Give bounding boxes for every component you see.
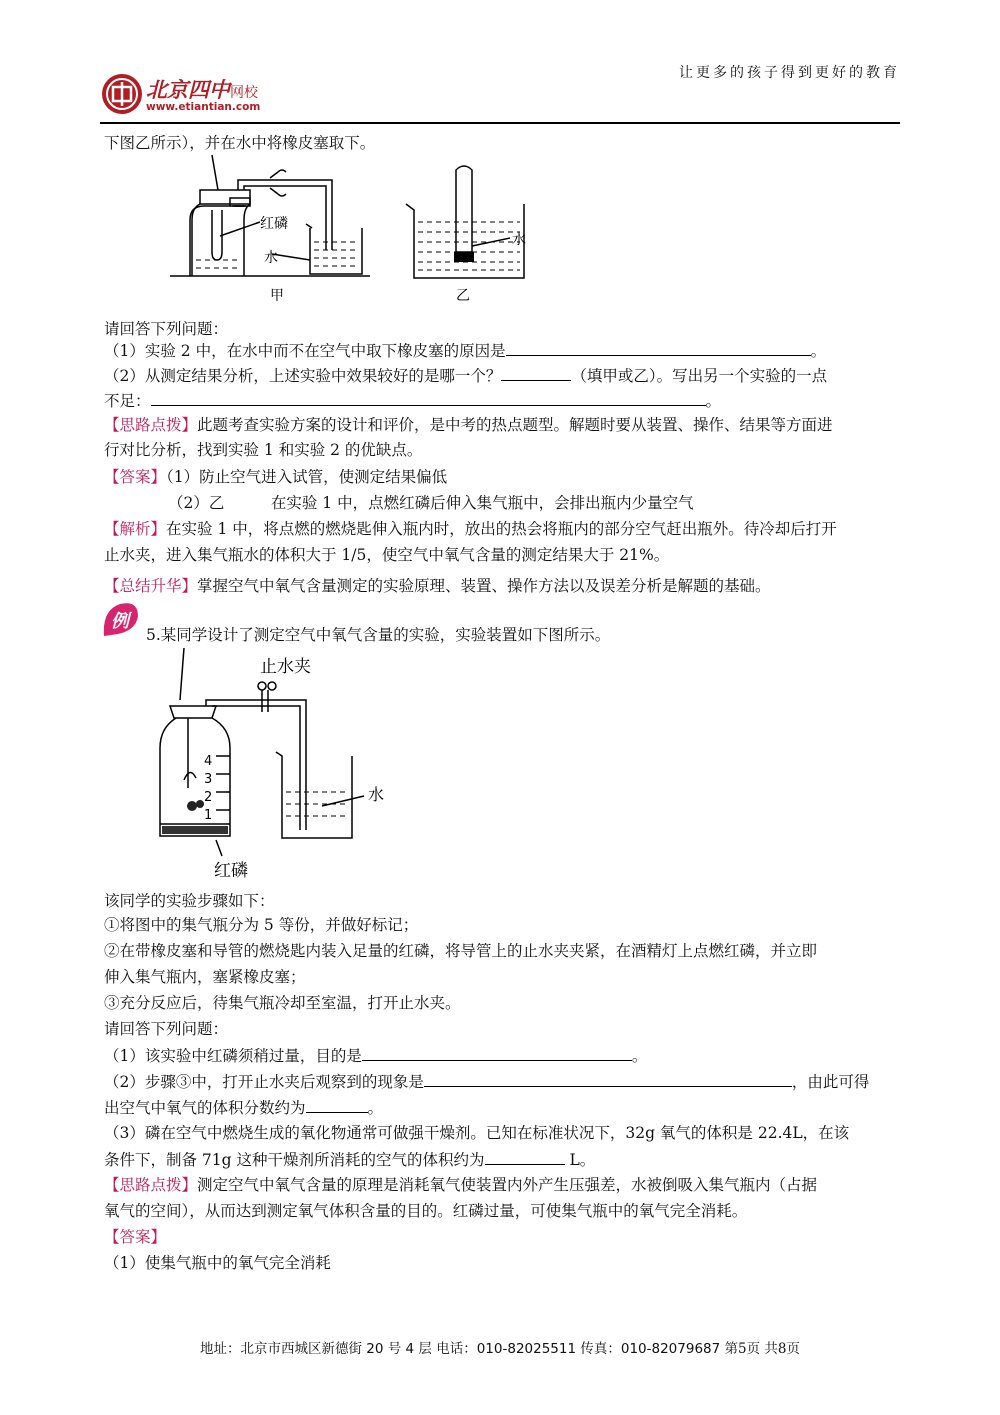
- question-line: （2）从测定结果分析，上述实验中效果较好的是哪一个？ （填甲或乙）。写出另一个实验的一点: [104, 364, 827, 387]
- hint-line: 【思路点拨】此题考查实验方案的设计和评价，是中考的热点题型。解题时要从装置、操作、结果等方面进: [104, 416, 833, 434]
- example-badge-icon: [100, 600, 142, 640]
- answer-line: （1）使集气瓶中的氧气完全消耗: [104, 1254, 331, 1272]
- answer-heading: 【答案】: [104, 1228, 167, 1246]
- header-rule: [100, 122, 900, 124]
- logo: [100, 72, 290, 118]
- scale-mark: 4: [204, 754, 213, 769]
- label-red-phosphorus: 红磷: [214, 861, 248, 881]
- answer-line: （2）乙 在实验 1 中，点燃红磷后伸入集气瓶中，会排出瓶内少量空气: [168, 494, 694, 512]
- figure-apparatus-2: [150, 648, 410, 883]
- answer-blank[interactable]: [506, 339, 811, 356]
- question-line: （2）步骤③中，打开止水夹后观察到的现象是 ，由此可得: [104, 1070, 869, 1093]
- school-seal-icon: [100, 72, 144, 116]
- question-line: 不足： 。: [104, 389, 721, 412]
- hint-line: 氧气的空间），从而达到测定氧气体积含量的目的。红磷过量，可使集气瓶中的氧气完全消耗。: [104, 1202, 748, 1220]
- question-line: （3）磷在空气中燃烧生成的氧化物通常可做强干燥剂。已知在标准状况下，32g 氧气的体积是 22.4L，在该: [104, 1124, 850, 1142]
- hint-line: 【思路点拨】测定空气中氧气含量的原理是消耗氧气使装置内外产生压强差，水被倒吸入集气瓶内（占据: [104, 1176, 818, 1194]
- answer-line: 【答案】（1）防止空气进入试管，使测定结果偏低: [104, 468, 448, 486]
- logo-url: www.etiantian.com: [146, 101, 261, 113]
- page-header: [100, 58, 900, 126]
- label-water: 水: [264, 250, 278, 266]
- answer-blank[interactable]: [362, 1044, 632, 1061]
- summary-line: 【总结升华】掌握空气中氧气含量测定的实验原理、装置、操作方法以及误差分析是解题的基础。: [104, 577, 771, 595]
- text-line: 下图乙所示），并在水中将橡皮塞取下。: [104, 134, 376, 152]
- answer-blank[interactable]: [306, 1096, 368, 1113]
- svg-text:例: 例: [111, 611, 129, 632]
- slogan: 让更多的孩子得到更好的教育: [679, 65, 900, 81]
- footer-address: 地址：北京市西城区新德街 20 号 4 层 电话：010-82025511 传真：010-82079687: [200, 1341, 721, 1357]
- hint-line: 行对比分析，找到实验 1 和实验 2 的优缺点。: [104, 441, 423, 459]
- analysis-line: 【解析】在实验 1 中，将点燃的燃烧匙伸入瓶内时，放出的热会将瓶内的部分空气赶出瓶外。待冷却后打开: [104, 520, 837, 538]
- text-line: 请回答下列问题：: [104, 1020, 229, 1038]
- label-jia: 甲: [270, 288, 284, 304]
- text-line: 请回答下列问题：: [104, 320, 229, 338]
- step-line: 伸入集气瓶内，塞紧橡皮塞；: [104, 968, 306, 986]
- label-clamp: 止水夹: [260, 657, 311, 677]
- example-title: 5.某同学设计了测定空气中氧气含量的实验，实验装置如下图所示。: [146, 626, 611, 644]
- page-number: 第5页 共8页: [724, 1341, 800, 1357]
- question-line: （1）该实验中红磷须稍过量，目的是 。: [104, 1044, 647, 1067]
- step-line: ③充分反应后，待集气瓶冷却至室温，打开止水夹。: [104, 994, 461, 1012]
- scale-mark: 3: [204, 772, 213, 787]
- text-line: 该同学的实验步骤如下：: [104, 892, 275, 910]
- figure-apparatus-1: [160, 150, 580, 310]
- answer-blank[interactable]: [485, 1148, 565, 1165]
- step-line: ②在带橡皮塞和导管的燃烧匙内装入足量的红磷，将导管上的止水夹夹紧，在酒精灯上点燃红磷，并立即: [104, 942, 818, 960]
- answer-blank[interactable]: [424, 1070, 792, 1087]
- answer-blank[interactable]: [151, 389, 706, 406]
- label-water: 水: [512, 232, 526, 248]
- question-line: 条件下，制备 71g 这种干燥剂所消耗的空气的体积约为 L。: [104, 1148, 595, 1171]
- scale-mark: 2: [204, 790, 213, 805]
- question-line: 出空气中氧气的体积分数约为 。: [104, 1096, 383, 1119]
- answer-blank[interactable]: [501, 364, 571, 381]
- analysis-line: 止水夹，进入集气瓶水的体积大于 1/5，使空气中氧气含量的测定结果大于 21%。: [104, 546, 670, 564]
- scale-mark: 1: [204, 808, 213, 823]
- logo-name: 北京四中网校: [146, 78, 258, 102]
- label-yi: 乙: [456, 288, 470, 304]
- step-line: ①将图中的集气瓶分为 5 等份，并做好标记；: [104, 916, 419, 934]
- page-footer: [0, 1337, 1000, 1357]
- label-water: 水: [368, 785, 385, 804]
- question-line: （1）实验 2 中，在水中而不在空气中取下橡皮塞的原因是 。: [104, 339, 826, 362]
- label-red-phosphorus: 红磷: [260, 216, 288, 232]
